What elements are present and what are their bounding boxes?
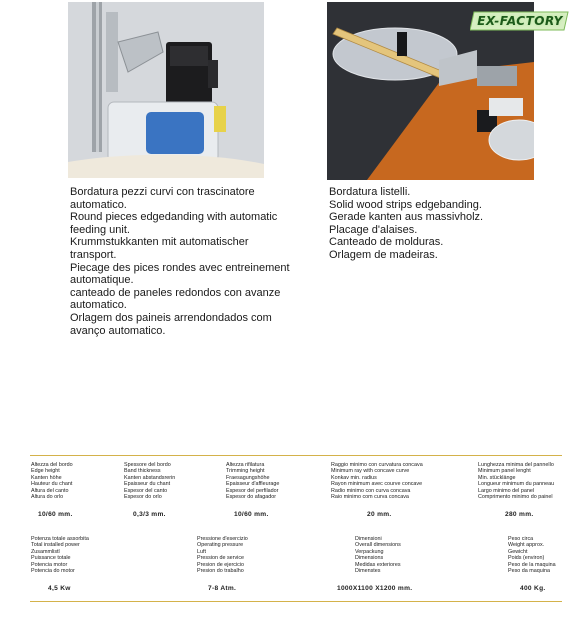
spec-band-thickness-value: 0,3/3 mm. [133,511,166,518]
spec-min-concave-radius-value: 20 mm. [367,511,392,518]
caption-line: Canteado de molduras. [329,236,444,249]
spec-label: Weight approx. [508,542,545,549]
spec-operating-pressure-value: 7-8 Atm. [208,585,237,592]
spec-label: Edge height [31,468,60,475]
spec-label: Pression de service [197,555,245,562]
spec-label: Band thickness [124,468,161,475]
caption-line: Bordatura listelli. [329,186,411,198]
spec-label: Overall dimensions [355,542,401,549]
spec-edge-height-value: 10/60 mm. [38,511,73,518]
spec-label: Radio minimo con curva concava [331,487,411,494]
caption-line: Gerade kanten aus massivholz. [329,211,484,224]
caption-line: Orlagem dos paineis arrendondados com avanço automatico. [70,311,272,337]
spec-label: Total installed power [31,542,80,549]
spec-label: Luft [197,548,206,555]
spec-label: Kanten abstandsrerin [124,474,176,481]
spec-bottom-rule [30,601,562,602]
spec-trimming-height-value: 10/60 mm. [234,511,269,518]
spec-label: Gewicht [508,548,528,555]
ex-factory-logo [470,10,570,32]
caption-line: Orlagem de madeiras. [329,248,438,261]
spec-label: Raggio minimo con curvatura concava [331,462,423,468]
spec-label: Dimenstes [355,568,381,575]
caption-line: Piecage des pices rondes avec entreinement automatique. [70,261,290,287]
spec-installed-power-value: 4,5 Kw [48,585,71,592]
spec-label: Largo minimo del panel [478,487,535,494]
spec-label: Altezza rifilatura [226,462,265,468]
spec-label: Peso de la maquina [508,561,556,568]
caption-line: Solid wood strips edgebanding. [329,198,482,211]
spec-label: Peso da maquina [508,568,550,575]
logo-text: EX-FACTORY [477,14,563,28]
spec-label: Espesor do afagador [226,494,277,501]
caption-line: Round pieces edgedanding with automatic feeding unit. [70,211,278,236]
spec-label: Altezza del bordo [31,462,73,468]
caption-solid-wood-strips [329,186,539,262]
spec-weight-value: 400 Kg. [520,585,546,592]
spec-label: Comprimento minimo do painel [478,494,553,501]
spec-label: Kanten höhe [31,474,62,481]
spec-min-panel-length-value: 280 mm. [505,511,534,518]
spec-min-concave-radius-labels [331,462,423,500]
spec-label: Minimum ray with concave curve [331,468,410,475]
spec-label: Presion de ejercicio [197,561,245,568]
spec-label: Hauteur du chant [31,481,73,488]
caption-line: Bordatura pezzi curvi con trascinatore automatico. [70,186,255,211]
spec-label: Verpackung [355,548,384,555]
spec-label: Potencia motor [31,561,68,568]
spec-label: Poids (environ) [508,555,545,562]
spec-label: Potencia do motor [31,568,75,575]
spec-label: Rayon minimum avec courve concave [331,481,423,488]
spec-edge-height-labels [31,462,73,500]
spec-label: Puissance totale [31,555,71,562]
spec-weight-labels [508,536,556,574]
spec-overall-dimensions-labels [355,536,401,574]
spec-trimming-height-labels [226,462,279,500]
spec-label: Peso circa [508,536,534,542]
spec-label: Operating pressure [197,542,244,549]
spec-label: Altura del canto [31,487,69,494]
spec-top-rule [30,455,562,456]
spec-label: Zusammlistl [31,548,60,555]
spec-label: Dimensioni [355,536,382,542]
spec-label: Espesor del perfilador [226,487,279,494]
spec-label: Spessore del bordo [124,462,171,468]
spec-label: Minimum panel lenght [478,468,531,475]
caption-curved-pieces [70,186,290,337]
spec-label: Fraesagungshöhe [226,474,270,481]
caption-line: Krummstukkanten mit automatischer transport. [70,236,249,261]
spec-label: Potenza totale assorbita [31,536,89,542]
spec-label: Konkav min. radius [331,474,377,481]
spec-installed-power-labels [31,536,89,574]
spec-label: Dimensions [355,555,384,562]
machine-photo-curved-edgebanding [68,2,264,178]
spec-label: Min. stücklänge [478,474,516,481]
spec-label: Epaisseur d'affleurage [226,481,280,488]
spec-label: Longueur minimum du panneau [478,481,555,488]
spec-label: Espesor del canto [124,487,168,494]
spec-label: Espesor do orlo [124,494,162,501]
caption-line: canteado de paneles redondos con avanze automatico. [70,286,281,312]
spec-label: Lunghezza minima del pannello [478,462,554,468]
spec-operating-pressure-labels [197,536,248,574]
caption-line: Placage d'alaises. [329,223,418,236]
spec-label: Pressione d'esercizio [197,536,248,542]
spec-label: Medidas exteriores [355,561,401,568]
spec-min-panel-length-labels [478,462,554,500]
spec-label: Altura do orlo [31,494,64,501]
spec-label: Presion do trabalho [197,568,244,575]
spec-band-thickness-labels [124,462,175,500]
machine-photo-drawing [68,2,264,178]
spec-label: Raio minimo com curva concava [331,494,409,501]
spec-overall-dimensions-value: 1000X1100 X1200 mm. [337,585,413,592]
spec-label: Trimming height [226,468,265,475]
spec-label: Epaisseur du chant [124,481,171,488]
